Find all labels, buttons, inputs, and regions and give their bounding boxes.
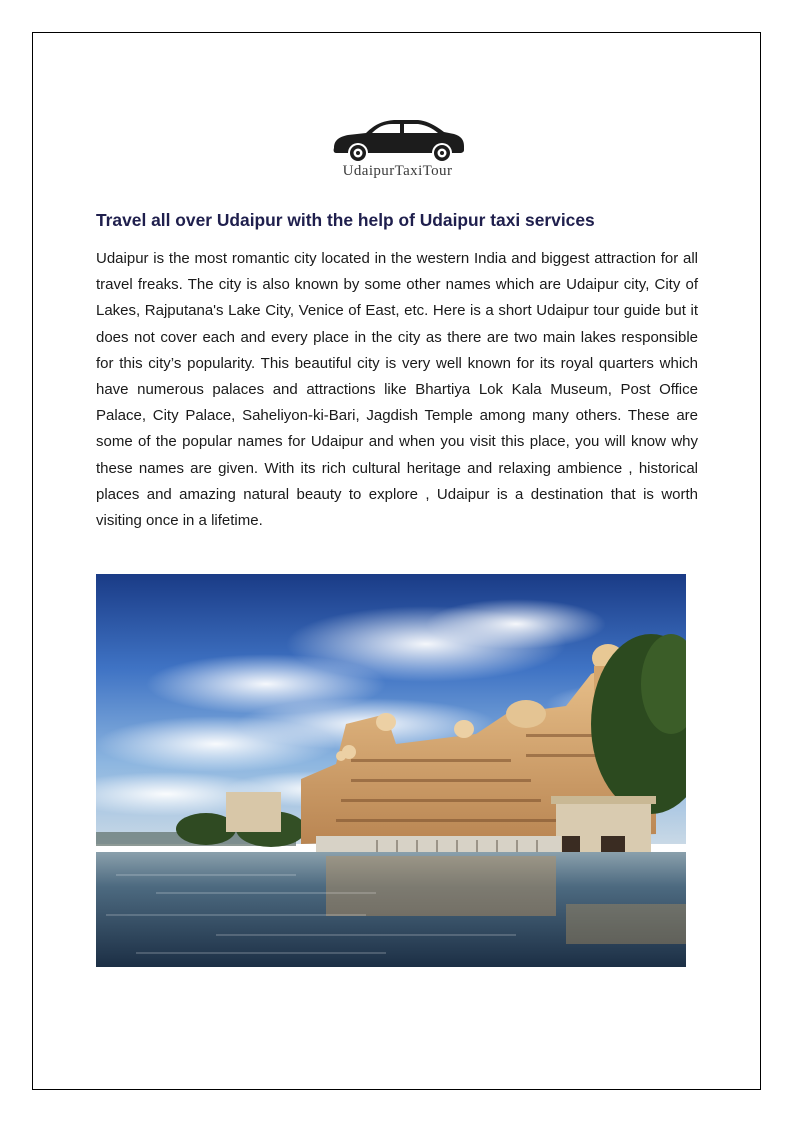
city-palace-lake-pichola-photo (96, 574, 686, 967)
article-heading: Travel all over Udaipur with the help of Udaipur taxi services (96, 210, 595, 230)
brand-logo (320, 112, 475, 186)
article-paragraph: Udaipur is the most romantic city located in the western India and biggest attraction for all travel freaks. The city is also known by some other names which are Udaipur city, City of Lakes, Rajputana's Lake City, Venice of East, etc. Here is a short Udaipur tour guide but it does not cover each and every place in the city as there are two main lakes responsible for this city’s popularity. This beautiful city is very well known for its royal quarters which have numerous palaces and attractions like Bhartiya Lok Kala Museum, Post Office Palace, City Palace, Saheliyon-ki-Bari, Jagdish Temple among many others. These are some of the popular names for Udaipur and when you visit this place, you will know why these names are given. With its rich cultural heritage and relaxing ambience , historical places and amazing natural beauty to explore , Udaipur is a destination that is worth visiting once in a lifetime. (96, 250, 698, 530)
brand-name: UdaipurTaxiTour (342, 163, 453, 179)
car-icon (328, 112, 468, 164)
